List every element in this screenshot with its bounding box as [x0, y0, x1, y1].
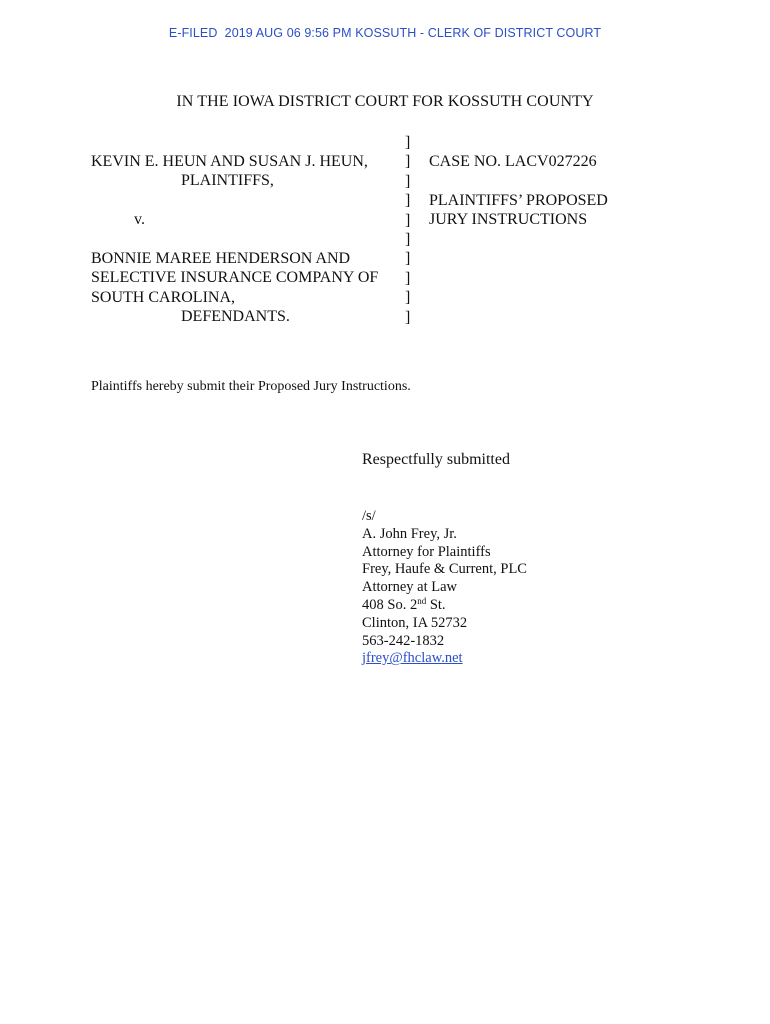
document-title-line-1: PLAINTIFFS’ PROPOSED: [429, 191, 608, 209]
address-ordinal: nd: [417, 595, 427, 606]
bracket: ]: [405, 153, 411, 171]
attorney-name: A. John Frey, Jr.: [362, 525, 457, 542]
law-firm: Frey, Haufe & Current, PLC: [362, 561, 527, 578]
defendants-line-1: BONNIE MAREE HENDERSON AND: [91, 250, 351, 267]
spacer: [429, 171, 608, 190]
attorney-title: Attorney at Law: [362, 579, 458, 596]
email-link[interactable]: jfrey@fhclaw.net: [362, 650, 463, 667]
bracket: ]: [405, 211, 411, 229]
bracket: ]: [405, 269, 411, 287]
caption-brackets: [405, 133, 410, 327]
bracket: ]: [405, 230, 411, 248]
bracket: ]: [405, 172, 411, 190]
signature-block: [362, 508, 527, 668]
bracket: ]: [405, 250, 411, 268]
caption-case-info: [429, 152, 608, 230]
attorney-role: Attorney for Plaintiffs: [362, 543, 491, 560]
submission-statement: Plaintiffs hereby submit their Proposed Jury Instructions.: [91, 379, 411, 394]
defendants-line-2: SELECTIVE INSURANCE COMPANY OF: [91, 269, 379, 287]
address-street: St.: [426, 596, 446, 613]
spacer: [91, 191, 378, 210]
bracket: ]: [405, 308, 411, 326]
closing: Respectfully submitted: [362, 451, 510, 468]
versus: v.: [134, 211, 145, 229]
court-title: IN THE IOWA DISTRICT COURT FOR KOSSUTH COUNTY: [176, 93, 594, 110]
spacer: [91, 230, 378, 249]
document-title-line-2: JURY INSTRUCTIONS: [429, 211, 588, 229]
bracket: ]: [405, 289, 411, 307]
efiled-stamp: E-FILED 2019 AUG 06 9:56 PM KOSSUTH - CLERK OF DISTRICT COURT: [168, 26, 602, 40]
plaintiffs-names: KEVIN E. HEUN AND SUSAN J. HEUN,: [91, 153, 368, 170]
phone-number: 563-242-1832: [362, 632, 445, 649]
city-state-zip: Clinton, IA 52732: [362, 614, 468, 631]
signature-mark: /s/: [362, 508, 376, 524]
plaintiffs-role: PLAINTIFFS,: [181, 172, 274, 190]
defendants-role: DEFENDANTS.: [181, 308, 290, 326]
caption-parties: [91, 152, 378, 327]
defendants-line-3: SOUTH CAROLINA,: [91, 288, 235, 306]
bracket: ]: [405, 192, 411, 210]
street-address: [362, 597, 527, 615]
address-number: 408 So. 2: [362, 596, 418, 613]
bracket: ]: [405, 134, 411, 151]
case-number: CASE NO. LACV027226: [429, 153, 597, 170]
